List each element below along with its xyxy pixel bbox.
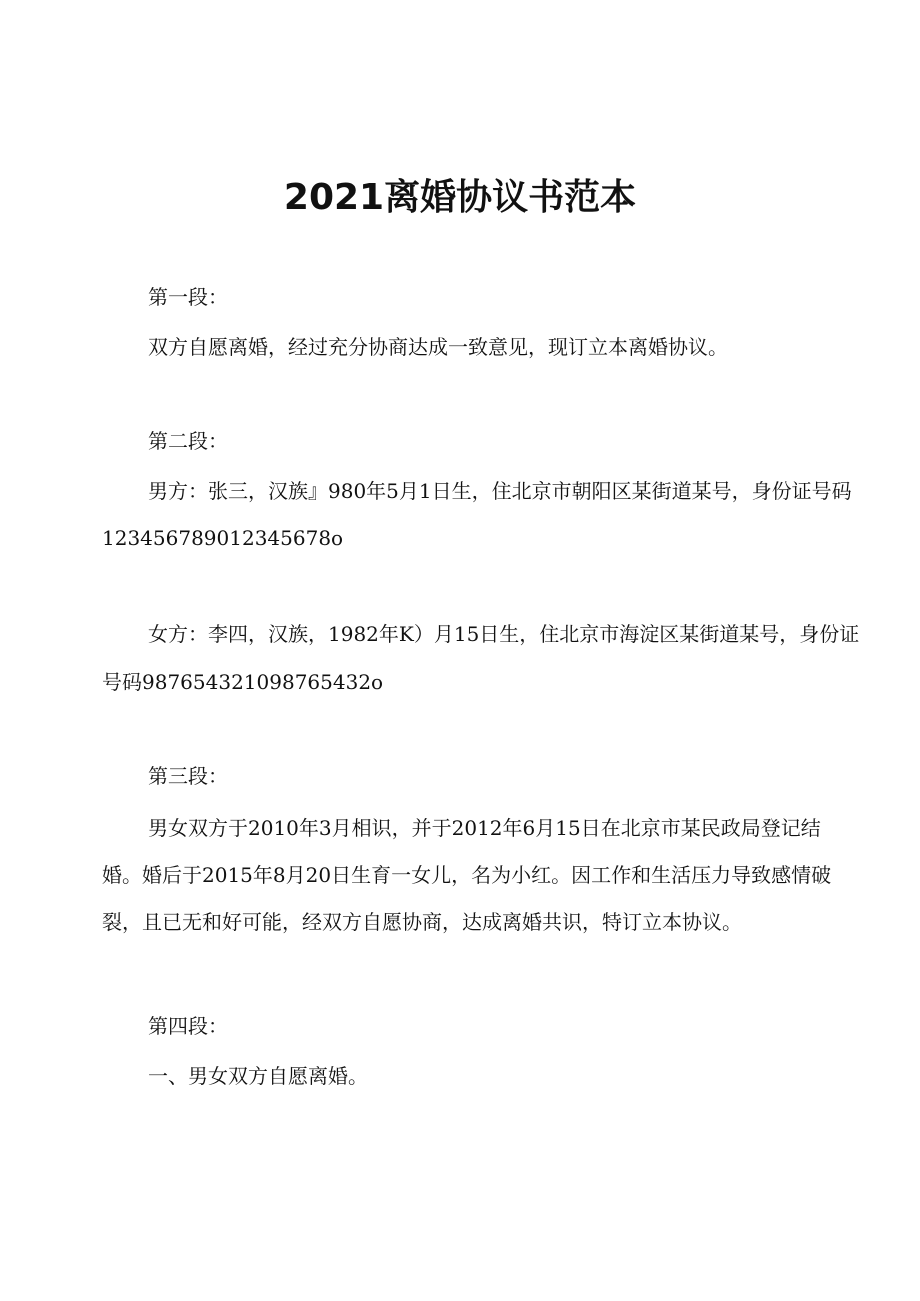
section4-item1: 一、男女双方自愿离婚。 [148,1064,368,1088]
male-info-line1: 男方：张三，汉族』980年5月1日生，住北京市朝阳区某街道某号，身份证号码 [148,479,852,503]
section1-text: 双方自愿离婚，经过充分协商达成一致意见，现订立本离婚协议。 [148,335,728,359]
section2-heading: 第二段： [148,429,228,453]
section3-heading: 第三段： [148,764,228,788]
male-info-line2: 123456789012345678o [102,526,344,550]
section3-line3: 裂，且已无和好可能，经双方自愿协商，达成离婚共识，特订立本协议。 [102,910,742,934]
section3-line1: 男女双方于2010年3月相识，并于2012年6月15日在北京市某民政局登记结 [148,816,821,840]
female-info-line2: 号码987654321098765432o [102,670,384,694]
document-title: 2021离婚协议书范本 [283,177,637,218]
section1-heading: 第一段： [148,285,228,309]
section3-line2: 婚。婚后于2015年8月20日生育一女儿，名为小红。因工作和生活压力导致感情破 [102,863,832,887]
section4-heading: 第四段： [148,1014,228,1038]
female-info-line1: 女方：李四，汉族，1982年K）月15日生，住北京市海淀区某街道某号，身份证 [148,622,860,646]
